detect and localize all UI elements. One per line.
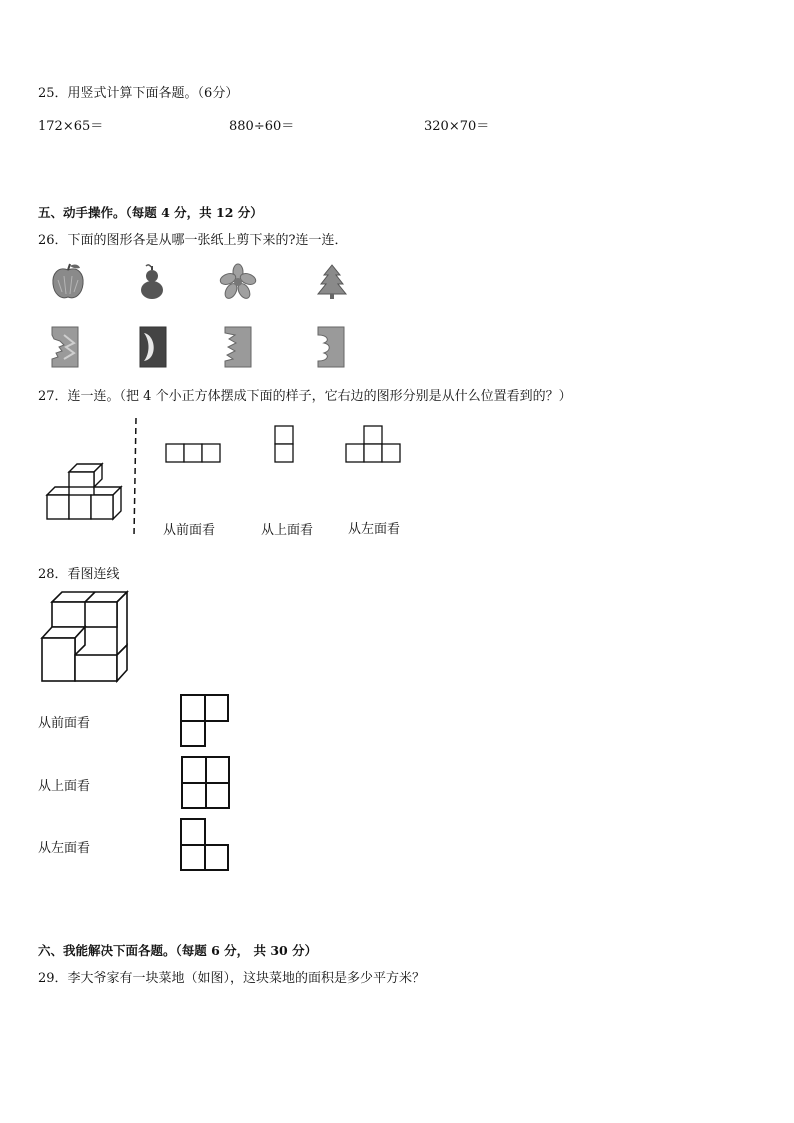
view-three-in-row — [165, 443, 221, 463]
dashed-divider — [130, 418, 142, 536]
q27-view-label-top: 从上面看 — [261, 523, 314, 538]
q28-view-label-top: 从上面看 — [38, 779, 91, 794]
q28-title: 28．看图连线 — [38, 567, 120, 582]
paper-with-crescent-cutout-icon — [140, 327, 166, 367]
q28-view-top-figure — [181, 756, 231, 810]
q25-title: 25．用竖式计算下面各题。（6分） — [38, 86, 239, 101]
cube-solid-figure — [40, 590, 132, 686]
paper-with-wave-cutout-icon — [318, 327, 344, 367]
flower-shape-icon — [220, 264, 256, 300]
q27-view-label-left: 从左面看 — [348, 522, 401, 537]
calc-problem-2: 880÷60＝ — [229, 119, 295, 134]
section-5-title: 五、动手操作。（每题 4 分，共 12 分） — [38, 205, 263, 220]
paper-with-zigzag-cutout-icon — [225, 327, 251, 367]
q27-title: 27．连一连。（把 4 个小正方体摆成下面的样子，它右边的图形分别是从什么位置看到的？） — [38, 389, 572, 404]
view-t-shape — [345, 425, 401, 463]
calc-problem-1: 172×65＝ — [38, 119, 104, 134]
q28-view-label-left: 从左面看 — [38, 841, 91, 856]
q28-view-left-figure — [180, 818, 230, 872]
q29-title: 29．李大爷家有一块菜地（如图），这块菜地的面积是多少平方米？ — [38, 971, 426, 986]
tree-shape-icon — [316, 263, 348, 301]
q26-title: 26．下面的图形各是从哪一张纸上剪下来的?连一连． — [38, 233, 348, 248]
paper-with-leaf-cutout-icon — [52, 327, 78, 367]
cube-stack-figure — [44, 462, 124, 524]
gourd-shape-icon — [136, 262, 168, 302]
q27-view-label-front: 从前面看 — [163, 523, 216, 538]
section-6-title: 六、我能解决下面各题。（每题 6 分， 共 30 分） — [38, 943, 318, 958]
calc-problem-3: 320×70＝ — [424, 119, 490, 134]
q28-view-front-figure — [180, 694, 230, 748]
q28-view-label-front: 从前面看 — [38, 716, 91, 731]
apple-shape-icon — [48, 262, 88, 302]
view-two-stacked — [274, 425, 294, 463]
